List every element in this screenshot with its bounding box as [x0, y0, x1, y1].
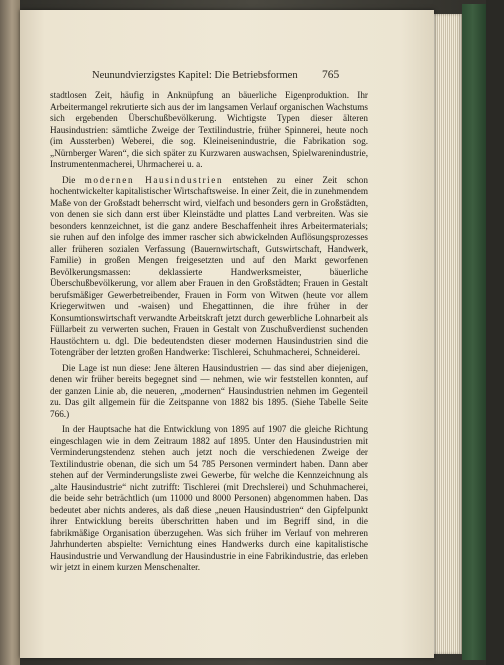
paragraph-3: Die Lage ist nun diese: Jene älteren Hausindustrien — das sind aber diejenigen, denen wir früher bereits begegnet sind — nehmen, wie wir feststellen konnten, auf der ganzen Linie ab, die neueren, „modernen“ Hausindustrien nehmen im Gegenteil zu. Das gilt allgemein für die Zeitspanne von 1882 bis 1895. (Siehe Tabelle Seite 766.): [50, 362, 368, 419]
paragraph-2-text: entstehen zu einer Zeit schon hochentwickelter kapitalistischer Wirtschaftsweise. In einer Zeit, die in zunehmendem Maße von der Großstadt beherrscht wird, vielfach und besonders gern in Großstädten, von denen sie sich dann erst über Kleinstädte und plattes Land verbreiten. Was sie besonders kennzeichnet, ist die ganz andere Beschaffenheit ihres Arbeitermaterials; sie ruhen auf den infolge des immer rascher sich abwickelnden Auflösungsprozesses aller früheren sozialen Verfassung (Bauernwirtschaft, Gutswirtschaft, Handwerk, Familie) in großen Mengen freigesetzten und auf den Markt geworfenen Bevölkerungsmassen: deklassierte Handwerksmeister, bäuerliche Überschußbevölkerung, vor allem aber Frauen in den Großstädten; Frauen in Gestalt berufsmäßiger Gewerbetreibender, Frauen in Form von Witwen (heute vor allem Kriegerwitwen und -waisen) und Ehegattinnen, die ihre früher in der Konsumtionswirtschaft verwandte Arbeitskraft jetzt durch gewerbliche Lohnarbeit als Füllarbeit zu verwerten suchen, Frauen in Gestalt von Zuschußverdienst suchenden Haustöchtern u. dgl. Die bedeutendsten dieser modernen Hausindustrien sind die Totengräber der letzten großen Handwerke: Tischlerei, Schuhmacherei, Schneiderei.: [50, 174, 368, 357]
paragraph-2-lead: Die: [62, 174, 85, 185]
page-body: [50, 90, 368, 578]
cover-shadow: [486, 0, 504, 665]
page-stack-edge: [434, 14, 462, 654]
page-number: 765: [322, 69, 340, 81]
book-cover-spine: [462, 4, 486, 660]
facing-page-edge: [0, 0, 20, 665]
chapter-title: Neunundvierzigstes Kapitel: Die Betriebsformen: [92, 70, 298, 81]
paragraph-2: [50, 175, 368, 359]
paragraph-2-emphasis: modernen Hausindustrien: [84, 174, 224, 185]
paragraph-1: stadtlosen Zeit, häufig in Anknüpfung an bäuerliche Eigenproduktion. Ihr Arbeitermangel rekrutierte sich aus der im langsamen Verlauf organischen Wachstums sich ergebenden Überschußbevölkerung. Wichtigste Typen dieser älteren Hausindustrien: sämtliche Zweige der Textilindustrie, früher Spinnerei, heute noch (im Aussterben) Weberei, die sog. Kleineisenindustrie, die Fabrikation sog. „Nürnberger Waren“, die sich später zu Kurzwaren auswachsen, Spielwarenindustrie, Instrumentenmacherei, Uhrmacherei u. a.: [50, 90, 368, 169]
running-header: [50, 69, 340, 84]
paragraph-4: In der Hauptsache hat die Entwicklung von 1895 auf 1907 die gleiche Richtung eingeschlagen wie in dem Zeitraum 1882 auf 1895. Unter den Hausindustrien mit Verminderungstendenz stehen auch jetzt noch die verschiedenen Zweige der Textilindustrie obenan, die sich um 54 785 Personen vermindert haben. Dann aber stehen auf der Verminderungsliste zwei Gewerbe, für welche die Kennzeichnung als „alte Hausindustrie“ nicht zutrifft: Tischlerei (mit Drechslerei) und Schuhmacherei, die beide sehr beträchtlich (um 11000 und 8000 Personen) abgenommen haben. Das bedeutet aber nichts anderes, als daß diese „neuen Hausindustrien“ den Gipfelpunkt ihrer Entwicklung bereits überschritten haben und im Begriff sind, in die fabrikmäßige Organisation überzugehen. Was sich früher im Verlauf von mehreren Jahrhunderten abspielte: Vernichtung eines Handwerks durch eine kapitalistische Hausindustrie und Verwandlung der Hausindustrie in eine Fabrikindustrie, das erleben wir jetzt in einem kurzen Menschenalter.: [50, 424, 368, 572]
